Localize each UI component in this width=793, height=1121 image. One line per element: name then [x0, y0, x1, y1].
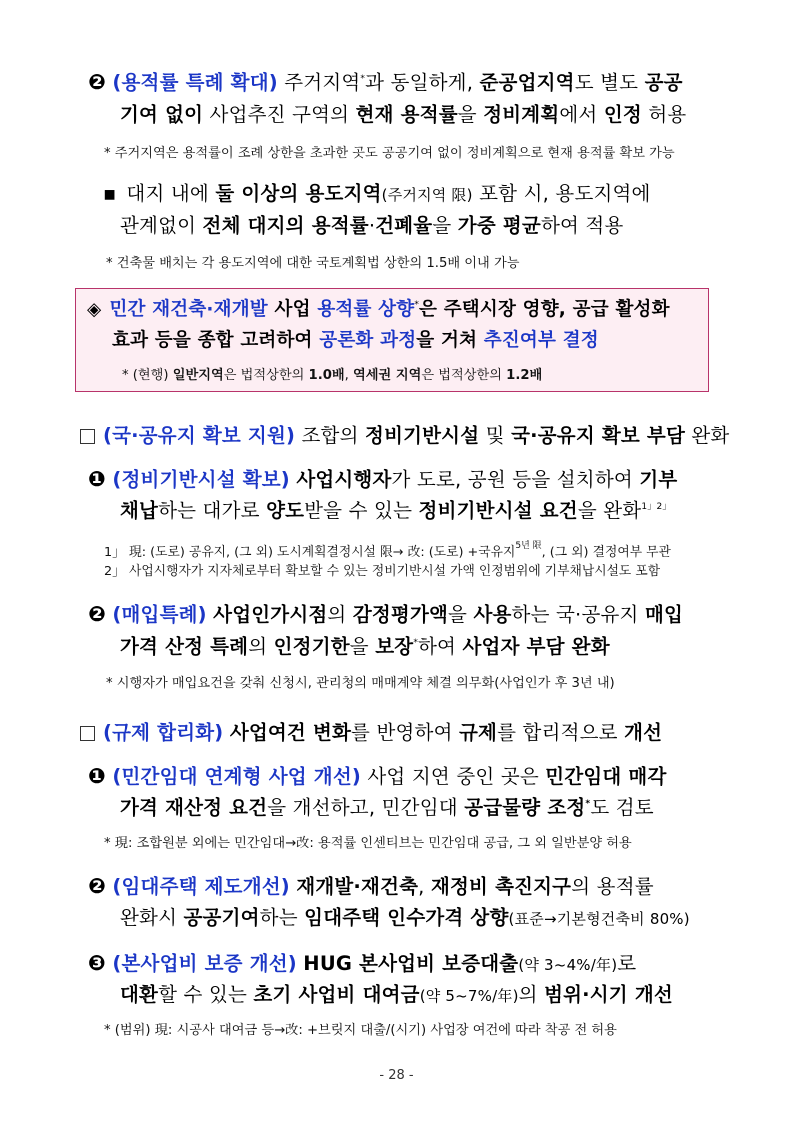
- item-marker: ❷: [88, 602, 106, 626]
- section-heading-public-land: (국·공유지 확보 지원) 조합의 정비기반시설 및 국·공유지 확보 부담 완화: [80, 424, 729, 447]
- item-heading: (용적률 특례 확대): [112, 71, 278, 94]
- checkbox-icon: [80, 429, 95, 444]
- page-number: - 28 -: [379, 1068, 414, 1083]
- item-marker: ❶: [88, 764, 106, 788]
- footnote: 1」 現: (도로) 공유지, (그 외) 도시계획결정시설 限→ 改: (도로) +국유지$^{5년 限}$, (그 외) 결정여부 무관: [104, 541, 671, 560]
- section-heading-regulation: (규제 합리화) 사업여건 변화를 반영하여 규제를 합리적으로 개선: [80, 721, 662, 744]
- footnote: * 시행자가 매입요건을 갖춰 신청시, 관리청의 매매계약 체결 의무화(사업인가 후 3년 내): [106, 676, 615, 691]
- item-floor-area-line1: ❷ (용적률 특례 확대) 주거지역*과 동일하게, 준공업지역도 별도 공공: [88, 70, 683, 94]
- item-purchase-line2: 가격 산정 특례의 인정기한을 보장*하여 사업자 부담 완화: [120, 635, 610, 658]
- item-guarantee-line2: 대환할 수 있는 초기 사업비 대여금(약 5~7%/年)의 범위·시기 개선: [120, 983, 673, 1006]
- item-floor-area-line2: 기여 없이 사업추진 구역의 현재 용적률을 정비계획에서 인정 허용: [120, 103, 687, 126]
- footnote: * 現: 조합원분 외에는 민간임대→改: 용적률 인센티브는 민간임대 공급, 그 외 일반분양 허용: [104, 836, 632, 851]
- item-guarantee-line1: ❸ (본사업비 보증 개선) HUG 본사업비 보증대출(약 3~4%/年)로: [88, 951, 637, 975]
- footnote: * (범위) 現: 시공사 대여금 등→改: +브릿지 대출/(시기) 사업장 여건에 따라 착공 전 허용: [104, 1023, 617, 1038]
- item-infra-line1: ❶ (정비기반시설 확보) 사업시행자가 도로, 공원 등을 설치하여 기부: [88, 467, 678, 491]
- bullet-line1: ▪ 대지 내에 둘 이상의 용도지역(주거지역 限) 포함 시, 용도지역에: [103, 182, 651, 205]
- item-lease-line1: ❷ (임대주택 제도개선) 재개발·재건축, 재정비 촉진지구의 용적률: [88, 874, 654, 898]
- item-marker: ❶: [88, 467, 106, 491]
- checkbox-icon: [80, 726, 95, 741]
- footnote: * 건축물 배치는 각 용도지역에 대한 국토계획법 상한의 1.5배 이내 가능: [106, 256, 520, 271]
- item-rental-line1: ❶ (민간임대 연계형 사업 개선) 사업 지연 중인 곳은 민간임대 매각: [88, 764, 667, 788]
- highlight-line2: 효과 등을 종합 고려하여 공론화 과정을 거쳐 추진여부 결정: [112, 330, 599, 351]
- footnote: 2」 사업시행자가 지자체로부터 확보할 수 있는 정비기반시설 가액 인정범위에 기부채납시설도 포함: [104, 564, 661, 579]
- item-rental-line2: 가격 재산정 요건을 개선하고, 민간임대 공급물량 조정*도 검토: [120, 796, 654, 819]
- highlight-line1: ◈ 민간 재건축·재개발 사업 용적률 상향*은 주택시장 영향, 공급 활성화: [87, 299, 670, 320]
- square-bullet-icon: ▪: [103, 182, 117, 205]
- item-marker: ❸: [88, 951, 106, 975]
- item-purchase-line1: ❷ (매입특례) 사업인가시점의 감정평가액을 사용하는 국·공유지 매입: [88, 602, 684, 626]
- item-infra-line2: 채납하는 대가로 양도받을 수 있는 정비기반시설 요건을 완화$^{1」2」}$: [120, 499, 672, 522]
- item-marker: ❷: [88, 70, 106, 94]
- bullet-line2: 관계없이 전체 대지의 용적률·건폐율을 가중 평균하여 적용: [120, 214, 624, 237]
- footnote: * 주거지역은 용적률이 조례 상한을 초과한 곳도 공공기여 없이 정비계획으로 현재 용적률 확보 가능: [104, 146, 675, 161]
- diamond-icon: ◈: [87, 299, 102, 320]
- item-lease-line2: 완화시 공공기여하는 임대주택 인수가격 상향(표준→기본형건축비 80%): [120, 906, 690, 929]
- item-marker: ❷: [88, 874, 106, 898]
- highlight-note: * (현행) 일반지역은 법적상한의 1.0배, 역세권 지역은 법적상한의 1.2배: [122, 368, 543, 383]
